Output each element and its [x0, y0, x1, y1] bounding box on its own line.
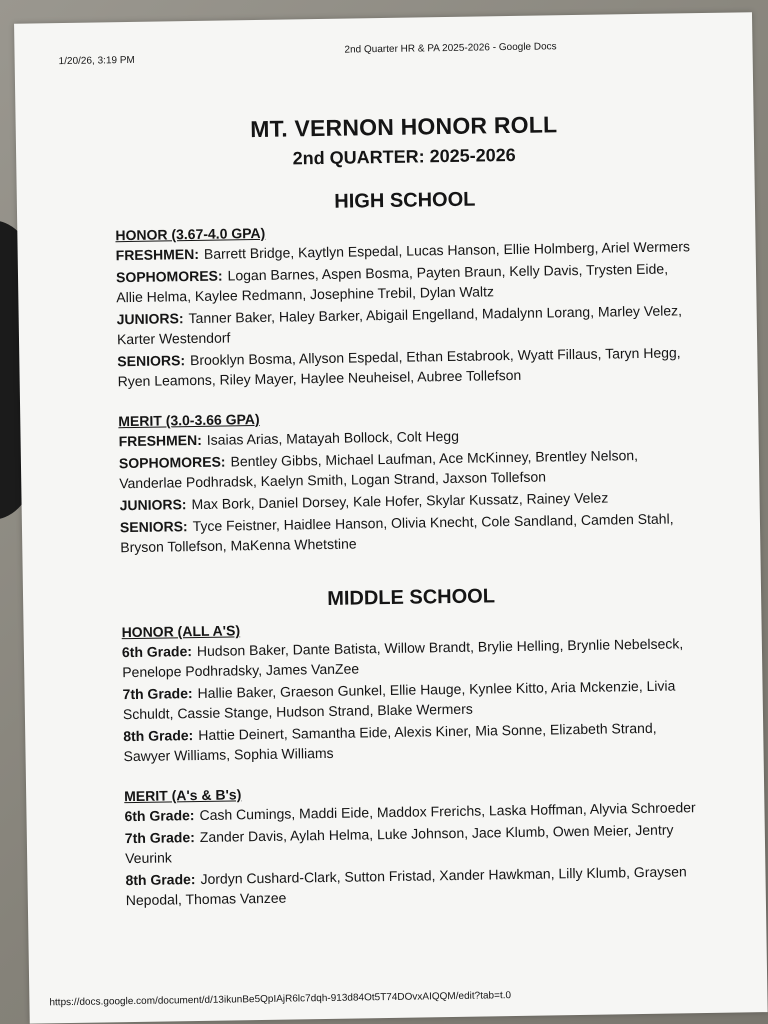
hs-merit-heading: MERIT (3.0-3.66 GPA) [118, 410, 260, 430]
hs-merit-sophomores [119, 444, 700, 493]
ms-honor-grade6 [122, 633, 703, 682]
grade-label: 6th Grade: [121, 643, 193, 661]
name-list: Jordyn Cushard-Clark, Sutton Fristad, Xander Hawkman, Lilly Klumb, Graysen Nepodal, Thomas Vanzee [125, 863, 687, 909]
name-list: Bentley Gibbs, Michael Laufman, Ace McKinney, Brentley Nelson, Vanderlae Podhradsk, Kaelyn Smith, Logan Strand, Jaxson Tollefson [119, 447, 639, 492]
name-list: Logan Barnes, Aspen Bosma, Payten Braun, Kelly Davis, Trysten Eide, Allie Helma, Kaylee Redmann, Josephine Trebil, Dylan Waltz [116, 260, 669, 306]
high-school-heading: HIGH SCHOOL [334, 188, 476, 213]
document-body [114, 109, 706, 912]
page-title: MT. VERNON HONOR ROLL [250, 111, 558, 143]
name-list: Hudson Baker, Dante Batista, Willow Brandt, Brylie Helling, Brynlie Nebelseck, Penelope Podhradsky, James VanZee [122, 635, 684, 681]
grade-label: SENIORS: [119, 518, 188, 536]
name-list: Brooklyn Bosma, Allyson Espedal, Ethan Estabrook, Wyatt Fillaus, Taryn Hegg, Ryen Leamons, Riley Mayer, Haylee Neuheisel, Aubree Tollefson [117, 344, 681, 390]
ms-honor-grade7 [122, 675, 703, 724]
ms-honor-grade8 [123, 717, 704, 766]
hs-merit-seniors [120, 508, 701, 557]
ms-merit-heading: MERIT (A's & B's) [124, 786, 242, 805]
name-list: Cash Cumings, Maddi Eide, Maddox Frerichs, Laska Hoffman, Alyvia Schroeder [199, 799, 696, 823]
grade-label: 6th Grade: [124, 807, 195, 825]
grade-label: 8th Grade: [125, 871, 196, 889]
name-list: Hattie Deinert, Samantha Eide, Alexis Kiner, Mia Sonne, Elizabeth Strand, Sawyer Williams, Sophia Williams [123, 719, 657, 765]
name-list: Max Bork, Daniel Dorsey, Kale Hofer, Skylar Kussatz, Rainey Velez [191, 489, 609, 513]
grade-label: SOPHOMORES: [118, 453, 226, 472]
hs-honor-heading: HONOR (3.67-4.0 GPA) [115, 224, 266, 244]
hs-honor-juniors [117, 300, 698, 349]
grade-label: 8th Grade: [123, 727, 194, 745]
name-list: Barrett Bridge, Kaytlyn Espedal, Lucas Hanson, Ellie Holmberg, Ariel Wermers [203, 238, 691, 262]
name-list: Tanner Baker, Haley Barker, Abigail Engelland, Madalynn Lorang, Marley Velez, Karter Westendorf [116, 302, 683, 348]
print-url: https://docs.google.com/document/d/13ikunBe5QpIAjR6lc7dqh-913d84Ot5T74DOvxAIQQM/edit?tab=t.0 [49, 990, 512, 1009]
grade-label: JUNIORS: [116, 310, 184, 328]
name-list: Hallie Baker, Graeson Gunkel, Ellie Hauge, Kynlee Kitto, Aria Mckenzie, Livia Schuldt, Cassie Stange, Hudson Strand, Blake Wermers [122, 677, 676, 723]
grade-label: JUNIORS: [119, 496, 187, 514]
name-list: Isaias Arias, Matayah Bollock, Colt Hegg [206, 427, 460, 448]
grade-label: FRESHMEN: [118, 431, 202, 450]
name-list: Tyce Feistner, Haidlee Hanson, Olivia Knecht, Cole Sandland, Camden Stahl, Bryson Tollefson, MaKenna Whetstine [120, 510, 674, 556]
middle-school-heading: MIDDLE SCHOOL [327, 585, 496, 610]
grade-label: SOPHOMORES: [115, 267, 223, 286]
hs-honor-seniors [117, 342, 698, 391]
grade-label: 7th Grade: [122, 685, 193, 703]
grade-label: 7th Grade: [124, 829, 195, 847]
ms-merit-grade7 [125, 819, 706, 868]
grade-label: SENIORS: [117, 352, 186, 370]
print-doc-title: 2nd Quarter HR & PA 2025-2026 - Google Docs [344, 41, 557, 56]
printed-page [14, 12, 768, 1023]
print-date: 1/20/26, 3:19 PM [58, 54, 135, 68]
ms-honor-heading: HONOR (ALL A'S) [121, 622, 241, 641]
ms-merit-grade8 [125, 861, 706, 910]
page-subtitle: 2nd QUARTER: 2025-2026 [292, 144, 516, 169]
name-list: Zander Davis, Aylah Helma, Luke Johnson, Jace Klumb, Owen Meier, Jentry Veurink [125, 821, 674, 867]
grade-label: FRESHMEN: [115, 245, 200, 264]
hs-honor-sophomores [116, 258, 697, 307]
